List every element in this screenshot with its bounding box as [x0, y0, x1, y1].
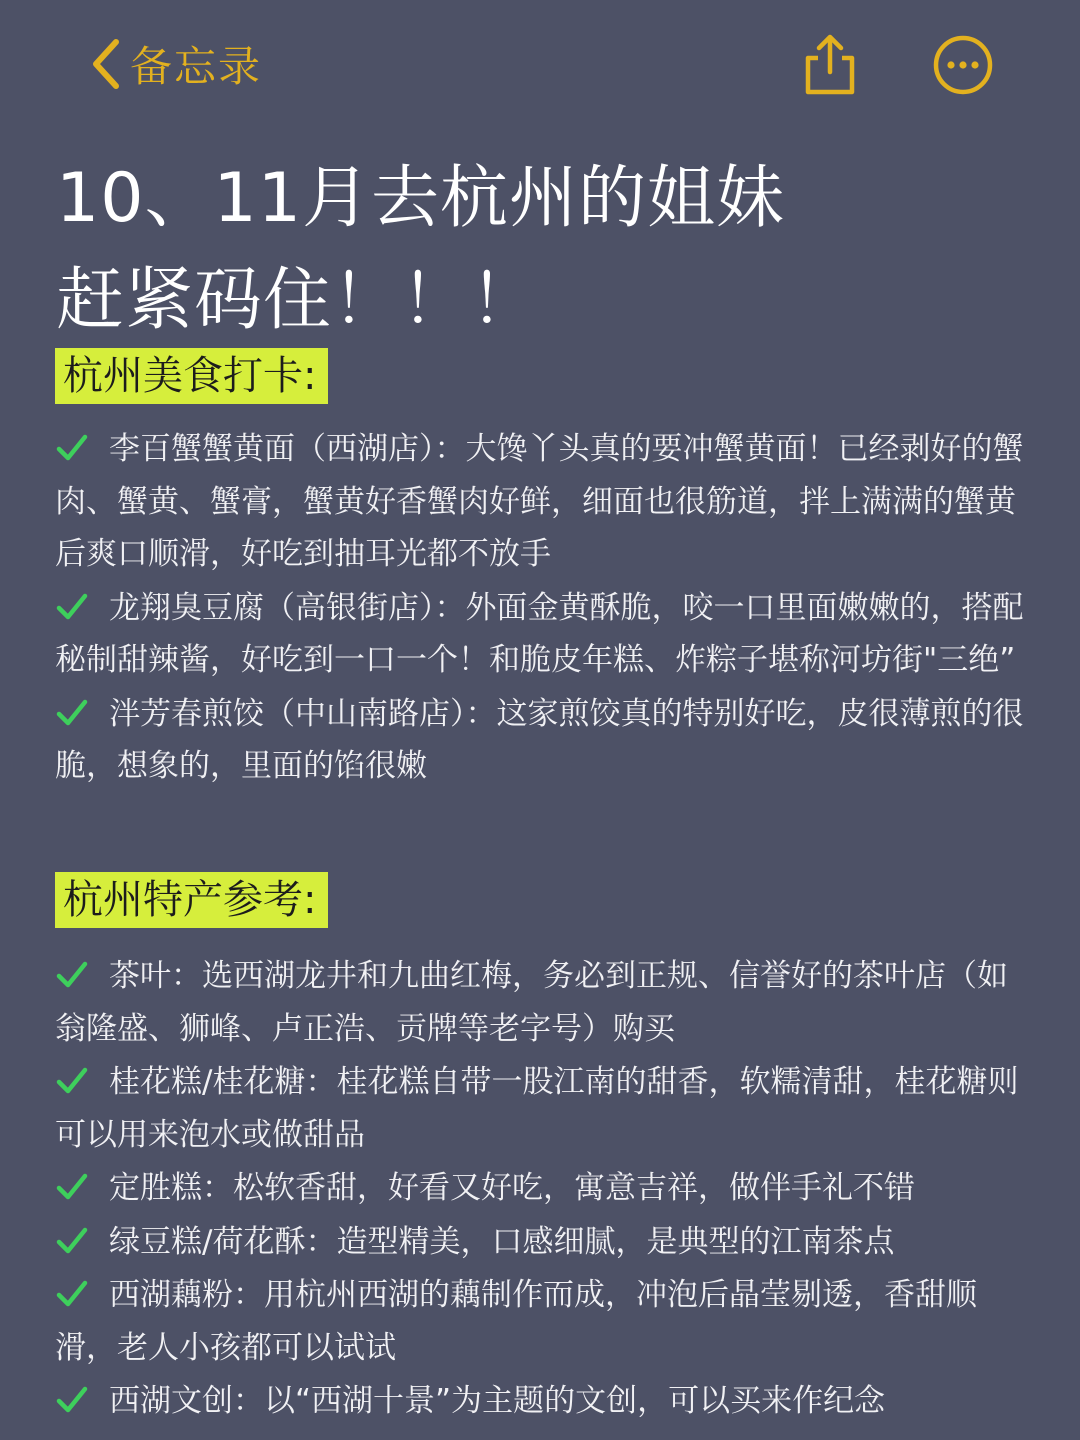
back-label: 备忘录	[130, 42, 263, 91]
list-item-text: 泮芳春煎饺（中山南路店）：这家煎饺真的特别好吃，皮很薄煎的很脆，想象的，里面的馅很嫩	[55, 695, 1024, 784]
list-item	[55, 1161, 1030, 1215]
checkmark-icon	[55, 422, 109, 475]
more-icon	[932, 34, 994, 96]
list-item	[55, 1055, 1030, 1161]
list-item-text: 西湖文创：以“西湖十景”为主题的文创，可以买来作纪念	[109, 1383, 886, 1419]
list-item-text: 西湖藕粉：用杭州西湖的藕制作而成，冲泡后晶莹剔透，香甜顺滑，老人小孩都可以试试	[55, 1277, 977, 1366]
more-button[interactable]	[932, 34, 994, 96]
checkmark-icon	[55, 1055, 109, 1108]
chevron-left-icon	[86, 34, 126, 94]
checkmark-icon	[55, 581, 109, 634]
food-list	[55, 422, 1030, 793]
checkmark-icon	[55, 687, 109, 740]
list-item-text: 定胜糕：松软香甜，好看又好吃，寓意吉祥，做伴手礼不错	[109, 1170, 915, 1206]
checkmark-icon	[55, 949, 109, 1002]
list-item	[55, 422, 1030, 581]
list-item-text: 茶叶：选西湖龙井和九曲红梅，务必到正规、信誉好的茶叶店（如翁隆盛、狮峰、卢正浩、贡牌等老字号）购买	[55, 958, 1008, 1047]
note-title	[56, 148, 1036, 352]
list-item-text: 龙翔臭豆腐（高银街店）：外面金黄酥脆，咬一口里面嫩嫩的，搭配秘制甜辣酱，好吃到一口一个！和脆皮年糕、炸粽子堪称河坊街"三绝”	[55, 589, 1024, 678]
share-button[interactable]	[800, 32, 860, 96]
section-heading-food: 杭州美食打卡:	[55, 348, 328, 404]
back-button[interactable]	[86, 32, 262, 96]
checkmark-icon	[55, 1215, 109, 1268]
share-icon	[800, 32, 860, 96]
list-item	[55, 1374, 1030, 1428]
checkmark-icon	[55, 1161, 109, 1214]
list-item	[55, 1215, 1030, 1269]
list-item-text: 李百蟹蟹黄面（西湖店）：大馋丫头真的要冲蟹黄面！已经剥好的蟹肉、蟹黄、蟹膏，蟹黄好香蟹肉好鲜，细面也很筋道，拌上满满的蟹黄后爽口顺滑，好吃到抽耳光都不放手	[55, 431, 1024, 572]
nav-bar	[0, 0, 1080, 130]
list-item-text: 绿豆糕/荷花酥：造型精美，口感细腻，是典型的江南茶点	[109, 1223, 895, 1260]
note-title-line-2: 赶紧码住！！！	[56, 261, 540, 340]
checkmark-icon	[55, 1374, 109, 1427]
checkmark-icon	[55, 1268, 109, 1321]
list-item	[55, 581, 1030, 687]
section-heading-specialty: 杭州特产参考:	[55, 872, 328, 928]
list-item-text: 桂花糕/桂花糖：桂花糕自带一股江南的甜香，软糯清甜，桂花糖则可以用来泡水或做甜品	[55, 1064, 1019, 1153]
list-item	[55, 949, 1030, 1055]
note-title-line-1: 10、11月去杭州的姐妹	[56, 159, 786, 238]
specialty-list	[55, 949, 1030, 1428]
list-item	[55, 1268, 1030, 1374]
list-item	[55, 687, 1030, 793]
